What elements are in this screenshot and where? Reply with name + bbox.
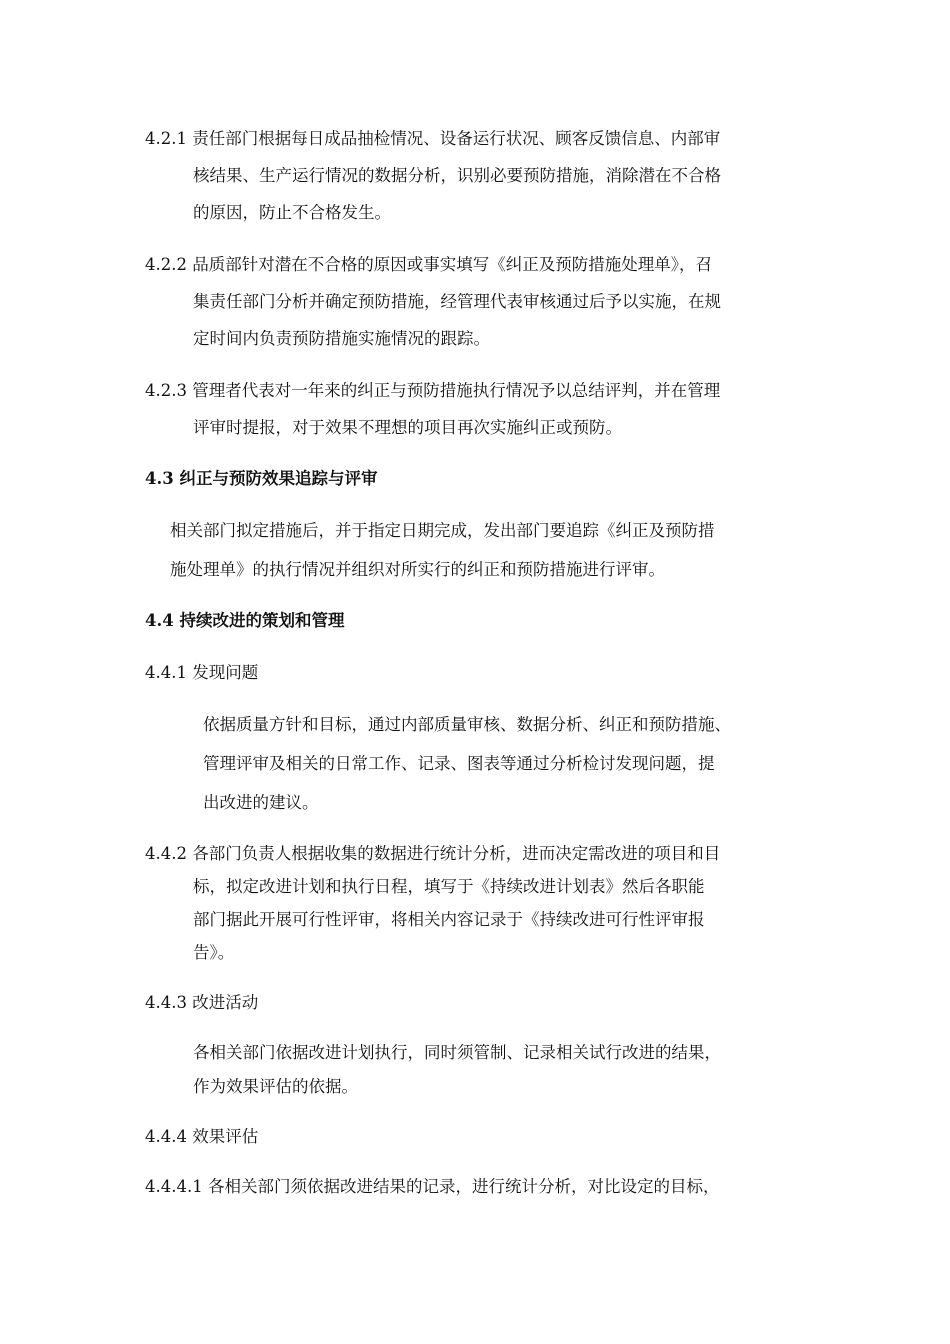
para-4-2-2-line-1: 4.2.2 品质部针对潜在不合格的原因或事实填写《纠正及预防措施处理单》，召 [145,255,712,274]
heading-4-4: 4.4 持续改进的策划和管理 [145,611,345,630]
para-4-4-2-line-2: 标，拟定改进计划和执行日程，填写于《持续改进计划表》然后各职能 [193,877,705,896]
para-4-2-3-line-2: 评审时提报，对于效果不理想的项目再次实施纠正或预防。 [193,418,622,437]
para-4-4-2-line-4: 告》。 [193,943,235,962]
para-4-4-4-1-line-1: 4.4.4.1 各相关部门须依据改进结果的记录，进行统计分析，对比设定的目标， [145,1177,720,1196]
para-4-4-1-line-1: 依据质量方针和目标，通过内部质量审核、数据分析、纠正和预防措施、 [203,715,731,734]
heading-4-4-3: 4.4.3 改进活动 [145,993,259,1012]
para-4-4-3-line-2: 作为效果评估的依据。 [193,1077,358,1096]
para-4-2-3-line-1: 4.2.3 管理者代表对一年来的纠正与预防措施执行情况予以总结评判，并在管理 [145,381,721,400]
para-4-4-1-line-3: 出改进的建议。 [203,793,319,812]
heading-4-4-1: 4.4.1 发现问题 [145,663,259,682]
heading-4-4-4: 4.4.4 效果评估 [145,1127,259,1146]
para-4-4-2-line-3: 部门据此开展可行性评审，将相关内容记录于《持续改进可行性评审报 [193,910,705,929]
para-4-3-line-2: 施处理单》的执行情况并组织对所实行的纠正和预防措施进行评审。 [170,560,665,579]
para-4-2-1-line-1: 4.2.1 责任部门根据每日成品抽检情况、设备运行状况、顾客反馈信息、内部审 [145,129,721,148]
para-4-4-2-line-1: 4.4.2 各部门负责人根据收集的数据进行统计分析，进而决定需改进的项目和目 [145,844,721,863]
para-4-3-line-1: 相关部门拟定措施后，并于指定日期完成，发出部门要追踪《纠正及预防措 [170,521,715,540]
para-4-4-1-line-2: 管理评审及相关的日常工作、记录、图表等通过分析检讨发现问题，提 [203,754,715,773]
para-4-2-2-line-2: 集责任部门分析并确定预防措施，经管理代表审核通过后予以实施，在规 [193,292,721,311]
para-4-4-3-line-1: 各相关部门依据改进计划执行，同时须管制、记录相关试行改进的结果， [193,1043,721,1062]
para-4-2-1-line-2: 核结果、生产运行情况的数据分析，识别必要预防措施，消除潜在不合格 [193,166,721,185]
heading-4-3: 4.3 纠正与预防效果追踪与评审 [145,469,378,488]
para-4-2-1-line-3: 的原因，防止不合格发生。 [193,203,391,222]
para-4-2-2-line-3: 定时间内负责预防措施实施情况的跟踪。 [193,329,490,348]
